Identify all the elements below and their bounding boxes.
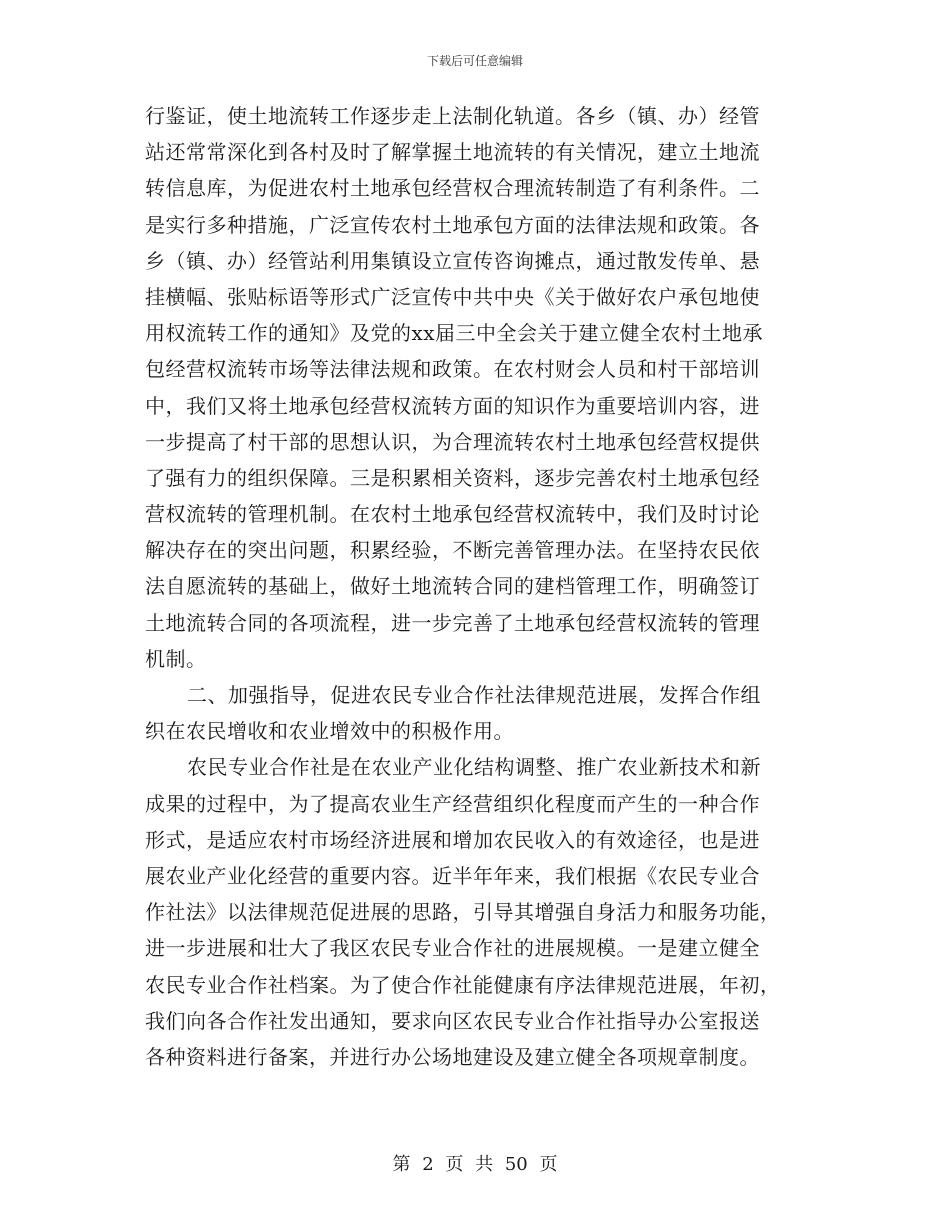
text-line: 形式，是适应农村市场经济进展和增加农民收入的有效途径，也是进 (145, 827, 760, 852)
text-line: 各种资料进行备案，并进行办公场地建设及建立健全各项规章制度。 (145, 1044, 760, 1069)
text-line: 农民专业合作社档案。为了使合作社能健康有序法律规范进展，年初， (145, 972, 781, 997)
document-body (145, 98, 805, 1075)
text-line: 是实行多种措施，广泛宣传农村土地承包方面的法律法规和政策。各 (145, 212, 760, 237)
text-line: 营权流转的管理机制。在农村土地承包经营权流转中，我们及时讨论 (145, 502, 760, 527)
text-line: 机制。 (145, 646, 207, 671)
text-line: 法自愿流转的基础上，做好土地流转合同的建档管理工作，明确签订 (145, 574, 760, 599)
text-line: 作社法》以法律规范促进展的思路，引导其增强自身活力和服务功能， (145, 900, 781, 925)
text-line: 织在农民增收和农业增效中的积极作用。 (145, 719, 514, 744)
text-line: 挂横幅、张贴标语等形式广泛宣传中共中央《关于做好农户承包地使 (145, 284, 760, 309)
text-line: 一步提高了村干部的思想认识，为合理流转农村土地承包经营权提供 (145, 429, 760, 454)
page-number-footer: 第 2 页 共 50 页 (392, 1154, 558, 1175)
text-line: 转信息库，为促进农村土地承包经营权合理流转制造了有利条件。二 (145, 176, 760, 201)
text-line: 进一步进展和壮大了我区农民专业合作社的进展规模。一是建立健全 (145, 936, 760, 961)
text-line: 土地流转合同的各项流程，进一步完善了土地承包经营权流转的管理 (145, 610, 760, 635)
text-line: 二、加强指导，促进农民专业合作社法律规范进展，发挥合作组 (187, 683, 761, 707)
text-line: 展农业产业化经营的重要内容。近半年年来，我们根据《农民专业合 (145, 863, 760, 888)
text-line: 用权流转工作的通知》及党的xx届三中全会关于建立健全农村土地承 (145, 321, 764, 346)
text-line: 行鉴证，使土地流转工作逐步走上法制化轨道。各乡（镇、办）经管 (145, 104, 760, 128)
text-line: 乡（镇、办）经管站利用集镇设立宣传咨询摊点，通过散发传单、悬 (145, 248, 760, 273)
text-line: 我们向各合作社发出通知，要求向区农民专业合作社指导办公室报送 (145, 1008, 760, 1033)
text-line: 中，我们又将土地承包经营权流转方面的知识作为重要培训内容，进 (145, 393, 760, 418)
page-header-note: 下载后可任意编辑 (426, 54, 523, 68)
text-line: 了强有力的组织保障。三是积累相关资料，逐步完善农村土地承包经 (145, 465, 760, 490)
text-line: 解决存在的突出问题，积累经验，不断完善管理办法。在坚持农民依 (145, 538, 760, 563)
text-line: 农民专业合作社是在农业产业化结构调整、推广农业新技术和新 (187, 755, 761, 780)
text-line: 站还常常深化到各村及时了解掌握土地流转的有关情况，建立土地流 (145, 140, 760, 165)
text-line: 包经营权流转市场等法律法规和政策。在农村财会人员和村干部培训 (145, 357, 760, 382)
text-line: 成果的过程中，为了提高农业生产经营组织化程度而产生的一种合作 (145, 791, 760, 816)
